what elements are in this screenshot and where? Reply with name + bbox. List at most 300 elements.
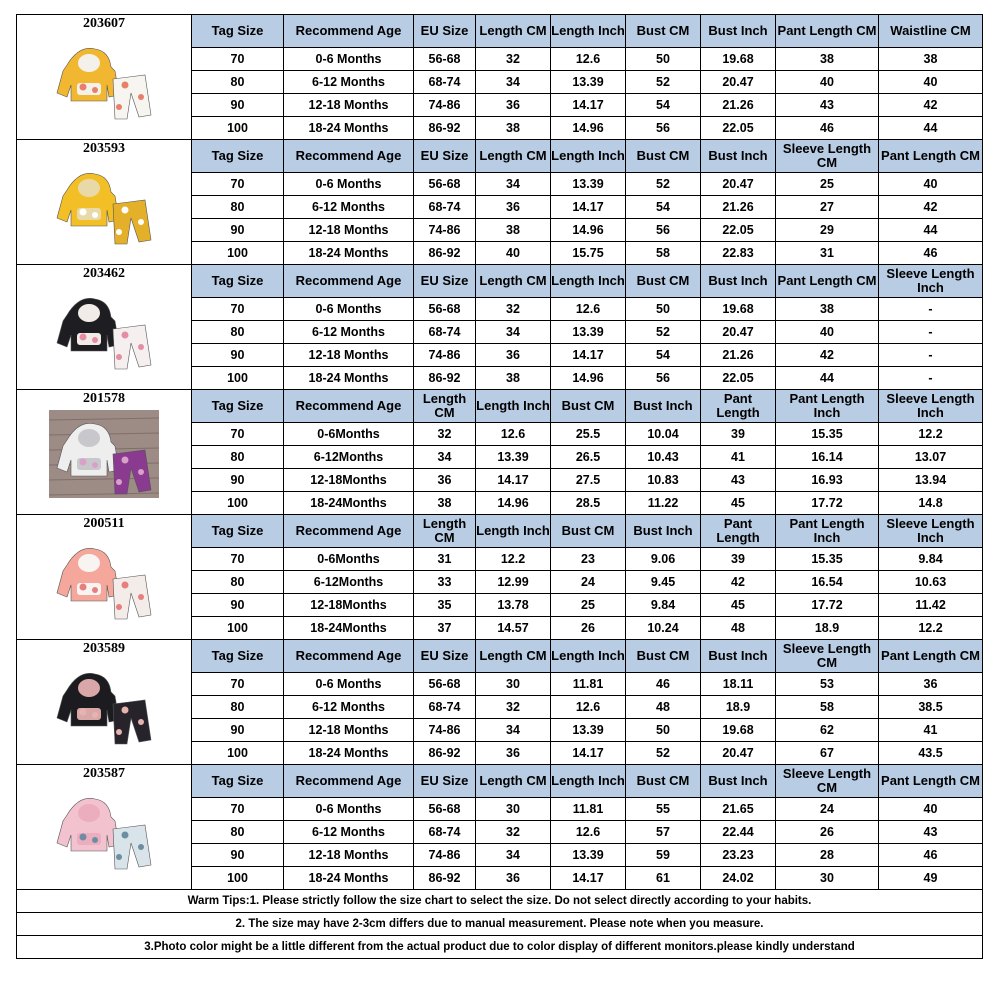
table-cell: 90 [192, 344, 284, 367]
table-cell: 14.17 [551, 196, 626, 219]
table-cell: 24 [551, 571, 626, 594]
table-cell: 32 [414, 423, 476, 446]
table-cell: 21.65 [701, 798, 776, 821]
table-cell: 38 [776, 298, 879, 321]
table-cell: 30 [776, 867, 879, 890]
column-header: Bust Inch [701, 140, 776, 173]
column-header: Bust Inch [701, 265, 776, 298]
table-cell: 36 [476, 867, 551, 890]
column-header: Recommend Age [284, 515, 414, 548]
table-cell: 23.23 [701, 844, 776, 867]
table-cell: 43 [879, 821, 983, 844]
table-cell: 0-6 Months [284, 798, 414, 821]
table-cell: 74-86 [414, 219, 476, 242]
table-cell: 13.39 [551, 71, 626, 94]
table-cell: 13.94 [879, 469, 983, 492]
table-cell: 37 [414, 617, 476, 640]
table-cell: 34 [476, 719, 551, 742]
column-header: EU Size [414, 140, 476, 173]
table-cell: 15.75 [551, 242, 626, 265]
column-header: EU Size [414, 765, 476, 798]
table-cell: 32 [476, 696, 551, 719]
column-header: EU Size [414, 15, 476, 48]
table-cell: 18-24Months [284, 492, 414, 515]
table-cell: 32 [476, 298, 551, 321]
product-cell [17, 15, 192, 140]
column-header: Recommend Age [284, 390, 414, 423]
warm-tip-row [17, 913, 983, 936]
table-cell: 12.6 [551, 48, 626, 71]
table-cell: 14.17 [551, 344, 626, 367]
table-cell: 36 [476, 94, 551, 117]
table-cell: 50 [626, 48, 701, 71]
table-cell: 10.83 [626, 469, 701, 492]
table-cell: 38 [879, 48, 983, 71]
column-header: EU Size [414, 640, 476, 673]
table-cell: 21.26 [701, 94, 776, 117]
table-cell: 29 [776, 219, 879, 242]
table-cell: 34 [476, 173, 551, 196]
table-cell: 12-18 Months [284, 844, 414, 867]
table-cell: 17.72 [776, 594, 879, 617]
column-header: Length Inch [551, 15, 626, 48]
table-cell: 31 [414, 548, 476, 571]
table-cell: 58 [626, 242, 701, 265]
column-header: Pant Length CM [776, 15, 879, 48]
column-header: Tag Size [192, 515, 284, 548]
table-cell: 52 [626, 71, 701, 94]
table-cell: 25.5 [551, 423, 626, 446]
table-cell: 17.72 [776, 492, 879, 515]
size-table-header-row [17, 15, 983, 48]
column-header: Sleeve Length Inch [879, 390, 983, 423]
table-cell: 10.43 [626, 446, 701, 469]
black-floral-hoodie-set-photo [49, 285, 159, 373]
table-cell: 80 [192, 321, 284, 344]
column-header: Sleeve Length Inch [879, 515, 983, 548]
table-cell: 22.05 [701, 219, 776, 242]
table-cell: 14.96 [551, 219, 626, 242]
table-cell: 54 [626, 196, 701, 219]
column-header: Pant Length [701, 390, 776, 423]
table-cell: 90 [192, 219, 284, 242]
table-cell: 14.96 [476, 492, 551, 515]
table-cell: - [879, 298, 983, 321]
column-header: Bust CM [626, 765, 701, 798]
column-header: Tag Size [192, 140, 284, 173]
table-cell: 80 [192, 71, 284, 94]
table-cell: 34 [476, 321, 551, 344]
column-header: EU Size [414, 265, 476, 298]
product-code: 203462 [83, 266, 125, 281]
table-cell: 27.5 [551, 469, 626, 492]
table-cell: 46 [879, 242, 983, 265]
table-cell: 57 [626, 821, 701, 844]
table-cell: 56 [626, 367, 701, 390]
table-cell: 39 [701, 548, 776, 571]
table-cell: 70 [192, 798, 284, 821]
table-cell: 18.11 [701, 673, 776, 696]
table-cell: 62 [776, 719, 879, 742]
product-cell [17, 390, 192, 515]
table-cell: 20.47 [701, 173, 776, 196]
table-cell: 41 [879, 719, 983, 742]
table-cell: 13.39 [551, 173, 626, 196]
column-header: Waistline CM [879, 15, 983, 48]
table-cell: 0-6 Months [284, 673, 414, 696]
table-cell: 52 [626, 742, 701, 765]
table-cell: 100 [192, 242, 284, 265]
table-cell: - [879, 321, 983, 344]
table-cell: 74-86 [414, 344, 476, 367]
table-cell: 74-86 [414, 844, 476, 867]
table-cell: 56-68 [414, 173, 476, 196]
table-cell: 43.5 [879, 742, 983, 765]
table-cell: 14.96 [551, 117, 626, 140]
column-header: Sleeve Length CM [776, 640, 879, 673]
yellow-floral-hoodie-set-photo [49, 35, 159, 123]
table-cell: 6-12 Months [284, 821, 414, 844]
product-code: 201578 [83, 391, 125, 406]
table-cell: 68-74 [414, 696, 476, 719]
table-cell: 18-24Months [284, 617, 414, 640]
table-cell: 18.9 [776, 617, 879, 640]
table-cell: 11.42 [879, 594, 983, 617]
table-cell: 12.2 [476, 548, 551, 571]
table-cell: 70 [192, 423, 284, 446]
table-cell: 11.22 [626, 492, 701, 515]
column-header: Length Inch [551, 265, 626, 298]
table-cell: 20.47 [701, 742, 776, 765]
table-cell: 12-18 Months [284, 344, 414, 367]
size-table-header-row [17, 265, 983, 298]
table-cell: 70 [192, 48, 284, 71]
table-cell: 12.6 [551, 821, 626, 844]
table-cell: 46 [626, 673, 701, 696]
table-cell: 80 [192, 571, 284, 594]
table-cell: 6-12 Months [284, 71, 414, 94]
table-cell: 20.47 [701, 71, 776, 94]
table-cell: 86-92 [414, 242, 476, 265]
table-cell: 22.05 [701, 117, 776, 140]
table-cell: 19.68 [701, 48, 776, 71]
column-header: Tag Size [192, 765, 284, 798]
table-cell: 24 [776, 798, 879, 821]
table-cell: 50 [626, 719, 701, 742]
table-cell: 40 [776, 321, 879, 344]
table-cell: 80 [192, 696, 284, 719]
table-cell: 80 [192, 196, 284, 219]
table-cell: 39 [701, 423, 776, 446]
table-cell: 25 [776, 173, 879, 196]
pink-floral-hoodie-set-photo [49, 535, 159, 623]
table-cell: 26 [776, 821, 879, 844]
table-cell: 48 [701, 617, 776, 640]
column-header: Bust CM [626, 15, 701, 48]
table-cell: 11.81 [551, 673, 626, 696]
table-cell: 12-18Months [284, 594, 414, 617]
yellow-hoodie-floral-pants-photo [49, 160, 159, 248]
table-cell: 53 [776, 673, 879, 696]
table-cell: 74-86 [414, 94, 476, 117]
table-cell: 42 [776, 344, 879, 367]
column-header: Tag Size [192, 390, 284, 423]
table-cell: 59 [626, 844, 701, 867]
table-cell: 50 [626, 298, 701, 321]
column-header: Length Inch [476, 390, 551, 423]
table-cell: 61 [626, 867, 701, 890]
table-cell: 15.35 [776, 423, 879, 446]
table-cell: 41 [701, 446, 776, 469]
product-cell [17, 265, 192, 390]
table-cell: 14.96 [551, 367, 626, 390]
column-header: Recommend Age [284, 140, 414, 173]
column-header: Length CM [476, 265, 551, 298]
column-header: Tag Size [192, 265, 284, 298]
product-code: 200511 [83, 516, 125, 531]
column-header: Length CM [476, 640, 551, 673]
table-cell: 16.14 [776, 446, 879, 469]
product-code: 203607 [83, 16, 125, 31]
table-cell: 28.5 [551, 492, 626, 515]
table-cell: 15.35 [776, 548, 879, 571]
table-cell: 32 [476, 48, 551, 71]
table-cell: 30 [476, 798, 551, 821]
table-cell: 58 [776, 696, 879, 719]
table-cell: 100 [192, 617, 284, 640]
table-cell: 27 [776, 196, 879, 219]
size-table-header-row [17, 515, 983, 548]
column-header: Recommend Age [284, 765, 414, 798]
table-cell: 68-74 [414, 821, 476, 844]
table-cell: 48 [626, 696, 701, 719]
table-cell: 90 [192, 469, 284, 492]
column-header: Length CM [414, 515, 476, 548]
table-cell: 25 [551, 594, 626, 617]
table-cell: 35 [414, 594, 476, 617]
table-cell: 49 [879, 867, 983, 890]
table-cell: 9.84 [626, 594, 701, 617]
table-cell: 68-74 [414, 196, 476, 219]
table-cell: 40 [476, 242, 551, 265]
table-cell: 70 [192, 173, 284, 196]
table-cell: 12.6 [551, 298, 626, 321]
table-cell: 19.68 [701, 719, 776, 742]
table-cell: 14.57 [476, 617, 551, 640]
table-cell: 56-68 [414, 48, 476, 71]
table-cell: 14.17 [551, 867, 626, 890]
table-cell: 0-6 Months [284, 298, 414, 321]
table-cell: 6-12Months [284, 446, 414, 469]
product-code: 203593 [83, 141, 125, 156]
column-header: Bust Inch [701, 640, 776, 673]
table-cell: 13.39 [476, 446, 551, 469]
table-cell: 11.81 [551, 798, 626, 821]
column-header: Bust CM [551, 515, 626, 548]
table-cell: 14.17 [551, 742, 626, 765]
table-cell: 32 [476, 821, 551, 844]
size-table-header-row [17, 390, 983, 423]
column-header: Length CM [476, 765, 551, 798]
table-cell: 30 [476, 673, 551, 696]
black-rose-hoodie-set-photo [49, 660, 159, 748]
table-cell: 55 [626, 798, 701, 821]
size-table-header-row [17, 640, 983, 673]
table-cell: 100 [192, 867, 284, 890]
table-cell: 86-92 [414, 742, 476, 765]
table-cell: 42 [879, 94, 983, 117]
table-cell: 38 [476, 117, 551, 140]
table-cell: 21.26 [701, 344, 776, 367]
table-cell: 90 [192, 844, 284, 867]
table-cell: 13.78 [476, 594, 551, 617]
table-cell: 68-74 [414, 71, 476, 94]
product-cell [17, 640, 192, 765]
size-table-header-row [17, 140, 983, 173]
table-cell: - [879, 344, 983, 367]
table-cell: 12.2 [879, 617, 983, 640]
product-code: 203587 [83, 766, 125, 781]
column-header: Bust CM [551, 390, 626, 423]
table-cell: 12-18 Months [284, 94, 414, 117]
table-cell: 13.07 [879, 446, 983, 469]
table-cell: 34 [476, 71, 551, 94]
table-cell: 40 [879, 71, 983, 94]
warm-tip-row [17, 890, 983, 913]
column-header: Bust CM [626, 265, 701, 298]
table-cell: 26 [551, 617, 626, 640]
column-header: Sleeve Length CM [776, 140, 879, 173]
column-header: Recommend Age [284, 640, 414, 673]
column-header: Bust CM [626, 140, 701, 173]
table-cell: 22.83 [701, 242, 776, 265]
table-cell: 36 [476, 344, 551, 367]
table-cell: 46 [879, 844, 983, 867]
table-cell: 33 [414, 571, 476, 594]
table-cell: 100 [192, 742, 284, 765]
column-header: Bust Inch [626, 515, 701, 548]
table-cell: 14.8 [879, 492, 983, 515]
table-cell: 100 [192, 492, 284, 515]
column-header: Bust CM [626, 640, 701, 673]
table-cell: 18-24 Months [284, 867, 414, 890]
table-cell: 34 [414, 446, 476, 469]
table-cell: 67 [776, 742, 879, 765]
table-cell: 10.63 [879, 571, 983, 594]
column-header: Length CM [476, 15, 551, 48]
column-header: Length CM [476, 140, 551, 173]
table-cell: 70 [192, 673, 284, 696]
product-cell [17, 765, 192, 890]
column-header: Pant Length CM [776, 265, 879, 298]
table-cell: 56-68 [414, 673, 476, 696]
table-cell: 13.39 [551, 321, 626, 344]
table-cell: 54 [626, 344, 701, 367]
table-cell: 0-6Months [284, 548, 414, 571]
table-cell: 16.54 [776, 571, 879, 594]
table-cell: 86-92 [414, 867, 476, 890]
table-cell: 14.17 [476, 469, 551, 492]
table-cell: 56 [626, 219, 701, 242]
table-cell: 13.39 [551, 719, 626, 742]
table-cell: 12.2 [879, 423, 983, 446]
table-cell: 18-24 Months [284, 242, 414, 265]
column-header: Length CM [414, 390, 476, 423]
table-cell: 12-18Months [284, 469, 414, 492]
table-cell: 38 [776, 48, 879, 71]
table-cell: 44 [776, 367, 879, 390]
table-cell: 56 [626, 117, 701, 140]
column-header: Pant Length CM [879, 765, 983, 798]
table-cell: 6-12Months [284, 571, 414, 594]
table-cell: 70 [192, 548, 284, 571]
table-cell: 70 [192, 298, 284, 321]
table-cell: 22.05 [701, 367, 776, 390]
table-cell: 38 [476, 367, 551, 390]
table-cell: 21.26 [701, 196, 776, 219]
table-cell: 44 [879, 117, 983, 140]
table-cell: 34 [476, 844, 551, 867]
table-cell: 40 [879, 173, 983, 196]
table-cell: 52 [626, 173, 701, 196]
table-cell: 100 [192, 367, 284, 390]
table-cell: 54 [626, 94, 701, 117]
white-purple-floral-set-on-wood-photo [49, 410, 159, 498]
table-cell: 10.24 [626, 617, 701, 640]
table-cell: 36 [476, 742, 551, 765]
table-cell: 16.93 [776, 469, 879, 492]
table-cell: 43 [701, 469, 776, 492]
table-cell: 90 [192, 94, 284, 117]
table-cell: 9.84 [879, 548, 983, 571]
table-cell: 43 [776, 94, 879, 117]
table-cell: 19.68 [701, 298, 776, 321]
warm-tip-row [17, 936, 983, 959]
size-chart-table [16, 14, 983, 959]
table-cell: 56-68 [414, 798, 476, 821]
warm-tip-text: Warm Tips:1. Please strictly follow the size chart to select the size. Do not select directly according to your habits. [17, 890, 983, 913]
table-cell: 86-92 [414, 117, 476, 140]
column-header: Bust Inch [701, 15, 776, 48]
table-cell: 36 [879, 673, 983, 696]
column-header: Recommend Age [284, 15, 414, 48]
table-cell: - [879, 367, 983, 390]
table-cell: 6-12 Months [284, 321, 414, 344]
table-cell: 6-12 Months [284, 196, 414, 219]
table-cell: 31 [776, 242, 879, 265]
column-header: Pant Length CM [879, 140, 983, 173]
table-cell: 0-6 Months [284, 173, 414, 196]
table-cell: 80 [192, 821, 284, 844]
table-cell: 56-68 [414, 298, 476, 321]
table-cell: 9.45 [626, 571, 701, 594]
table-cell: 44 [879, 219, 983, 242]
column-header: Bust Inch [626, 390, 701, 423]
table-cell: 12.6 [551, 696, 626, 719]
column-header: Bust Inch [701, 765, 776, 798]
table-cell: 12.99 [476, 571, 551, 594]
warm-tip-text: 2. The size may have 2-3cm differs due to manual measurement. Please note when you measure. [17, 913, 983, 936]
table-cell: 0-6Months [284, 423, 414, 446]
column-header: Pant Length Inch [776, 390, 879, 423]
column-header: Length Inch [476, 515, 551, 548]
table-cell: 12-18 Months [284, 219, 414, 242]
column-header: Tag Size [192, 15, 284, 48]
table-cell: 36 [476, 196, 551, 219]
table-cell: 0-6 Months [284, 48, 414, 71]
column-header: Recommend Age [284, 265, 414, 298]
table-cell: 80 [192, 446, 284, 469]
